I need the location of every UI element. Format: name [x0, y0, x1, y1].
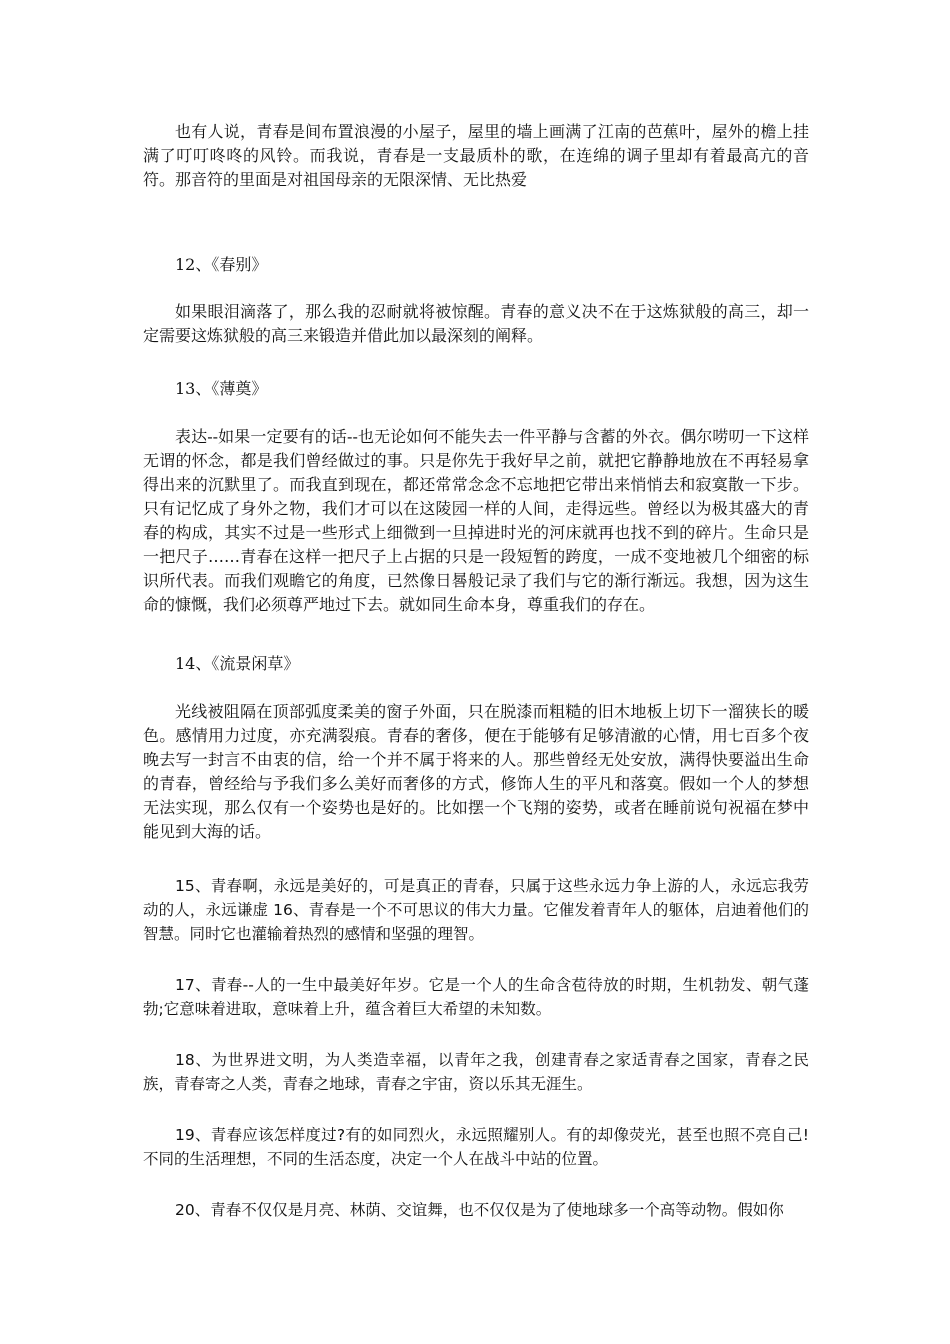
paragraph-15-16: 15、青春啊，永远是美好的，可是真正的青春，只属于这些永远力争上游的人，永远忘我劳动的人，永远谦虚 16、青春是一个不可思议的伟大力量。它催发着青年人的躯体，启迪着他们的智慧。同时它也灌输着热烈的感情和坚强的理智。 [143, 877, 809, 943]
paragraph-19: 19、青春应该怎样度过?有的如同烈火，永远照耀别人。有的却像荧光，甚至也照不亮自己!不同的生活理想，不同的生活态度，决定一个人在战斗中站的位置。 [143, 1126, 809, 1168]
paragraph-17: 17、青春--人的一生中最美好年岁。它是一个人的生命含苞待放的时期，生机勃发、朝气蓬勃;它意味着进取，意味着上升，蕴含着巨大希望的未知数。 [143, 976, 809, 1018]
heading-13-bodian: 13、《薄奠》 [175, 379, 268, 398]
paragraph-expression: 表达--如果一定要有的话--也无论如何不能失去一件平静与含蓄的外衣。偶尔唠叨一下这样无谓的怀念，都是我们曾经做过的事。只是你先于我好早之前，就把它静静地放在不再轻易拿得出来的沉默里了。而我直到现在，都还常常念念不忘地把它带出来悄悄去和寂寞散一下步。只有记忆成了身外之物，我们才可以在这陵园一样的人间，走得远些。曾经以为极其盛大的青春的构成，其实不过是一些形式上细微到一旦掉进时光的河床就再也找不到的碎片。生命只是一把尺子……青春在这样一把尺子上占据的只是一段短暂的跨度，一成不变地被几个细密的标识所代表。而我们观瞻它的角度，已然像日晷般记录了我们与它的渐行渐远。我想，因为这生命的慷慨，我们必须尊严地过下去。就如同生命本身，尊重我们的存在。 [143, 427, 809, 614]
paragraph-youth-cottage: 也有人说，青春是间布置浪漫的小屋子，屋里的墙上画满了江南的芭蕉叶，屋外的檐上挂满了叮叮咚咚的风铃。而我说，青春是一支最质朴的歌，在连绵的调子里却有着最高亢的音符。那音符的里面是对祖国母亲的无限深情、无比热爱 [143, 122, 809, 189]
paragraph-20: 20、青春不仅仅是月亮、林荫、交谊舞，也不仅仅是为了使地球多一个高等动物。假如你 [175, 1201, 784, 1219]
heading-12-chunbie: 12、《春别》 [175, 255, 268, 274]
paragraph-18: 18、为世界进文明，为人类造幸福，以青年之我，创建青春之家适青春之国家，青春之民族，青春寄之人类，青春之地球，青春之宇宙，资以乐其无涯生。 [143, 1051, 809, 1093]
heading-14-liujing: 14、《流景闲草》 [175, 654, 300, 673]
paragraph-tears: 如果眼泪滴落了，那么我的忍耐就将被惊醒。青春的意义决不在于这炼狱般的高三，却一定需要这炼狱般的高三来锻造并借此加以最深刻的阐释。 [143, 302, 809, 345]
paragraph-light: 光线被阻隔在顶部弧度柔美的窗子外面，只在脱漆而粗糙的旧木地板上切下一溜狭长的暖色。感情用力过度，亦充满裂痕。青春的奢侈，便在于能够有足够清澈的心情，用七百多个夜晚去写一封言不由衷的信，给一个并不属于将来的人。那些曾经无处安放，满得快要溢出生命的青春，曾经给与予我们多么美好而奢侈的方式，修饰人生的平凡和落寞。假如一个人的梦想无法实现，那么仅有一个姿势也是好的。比如摆一个飞翔的姿势，或者在睡前说句祝福在梦中能见到大海的话。 [143, 702, 809, 841]
